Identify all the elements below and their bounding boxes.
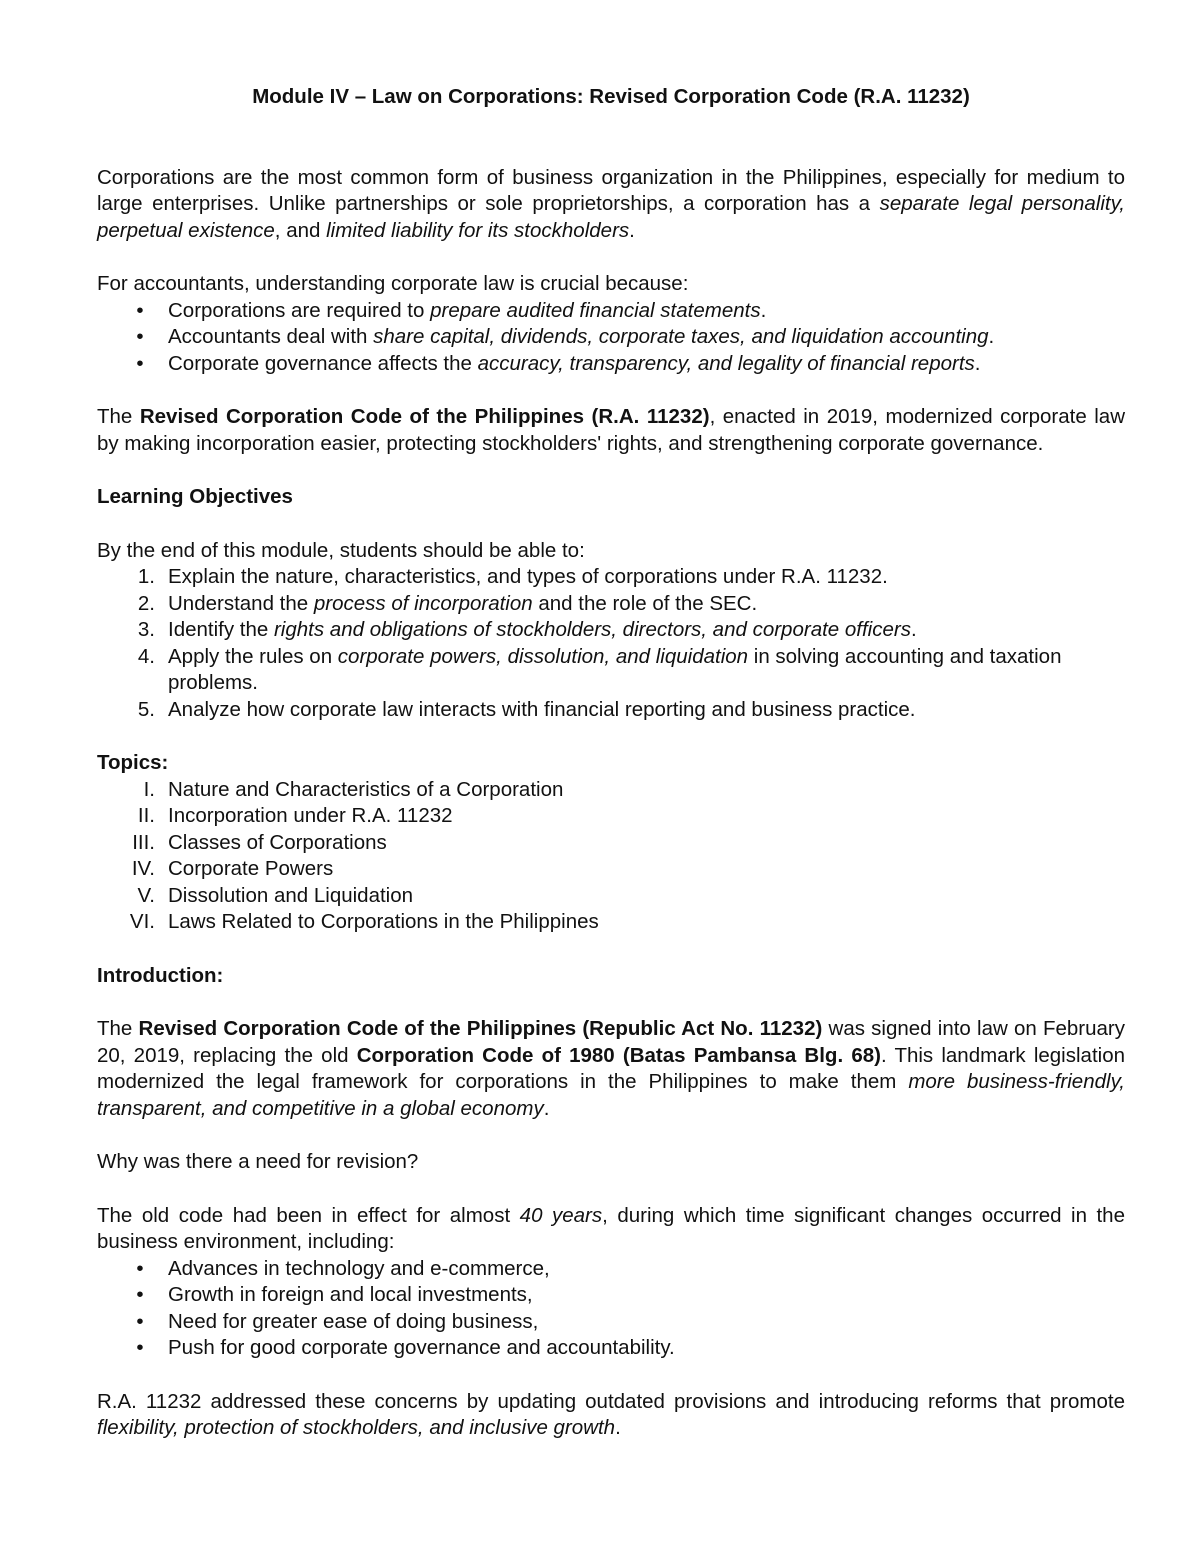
paragraph-text: , during which time significant changes occurred in the business environment, including: [97, 1203, 1125, 1253]
list-marker: 5. [137, 697, 155, 721]
list-item [97, 617, 1125, 644]
list-item-text: Analyze how corporate law interacts with financial reporting and business practice. [168, 697, 916, 721]
topics-list [97, 777, 1125, 936]
list-marker: 4. [137, 644, 155, 668]
list-item [97, 830, 1125, 857]
learning-objectives-heading: Learning Objectives [97, 485, 293, 508]
list-item-text: Identify the [168, 618, 274, 641]
list-item-text: Need for greater ease of doing business, [168, 1309, 539, 1333]
intro-paragraph [97, 165, 1125, 245]
list-item-text: Classes of Corporations [168, 830, 387, 854]
list-marker: 3. [137, 618, 155, 641]
changes-bullet-list [97, 1256, 1125, 1362]
bullet-icon: • [136, 1336, 144, 1359]
intro-emphasis-2: limited liability for its stockholders [326, 218, 630, 242]
list-item [97, 591, 1125, 618]
bullet-icon: • [136, 1309, 144, 1333]
intro-emphasis-1: separate legal personality, perpetual existence [97, 192, 1125, 242]
list-item [97, 1309, 1125, 1336]
list-marker: IV. [131, 857, 155, 880]
list-item-tail: . [760, 298, 767, 322]
list-marker: 1. [137, 565, 155, 588]
list-item-emphasis: share capital, dividends, corporate taxes, and liquidation accounting [373, 325, 989, 348]
paragraph-strong: Revised Corporation Code of the Philippines (Republic Act No. 11232) [138, 1017, 823, 1040]
list-item [97, 803, 1125, 830]
paragraph-text: was signed into law on February 20, 2019, replacing the old [97, 1017, 1126, 1067]
revised-code-paragraph [97, 404, 1125, 457]
list-item-tail: in solving accounting and taxation problems. [168, 644, 1062, 694]
introduction-heading: Introduction: [97, 963, 224, 987]
list-item [97, 909, 1125, 936]
list-item [97, 1335, 1125, 1362]
list-marker: I. [143, 777, 155, 801]
list-item-tail: and the role of the SEC. [532, 591, 758, 615]
list-item-text: Dissolution and Liquidation [168, 883, 414, 907]
list-marker: V. [137, 883, 155, 907]
list-item-tail: . [974, 351, 981, 375]
list-item [97, 298, 1125, 325]
intro-text-1: Corporations are the most common form of business organization in the Philippines, especially for medium to large enterprises. Unlike partnerships or sole proprietorships, a corporation has a [97, 165, 1125, 215]
paragraph-text: . [615, 1416, 621, 1439]
list-marker: III. [132, 830, 155, 854]
paragraph-text: . [543, 1096, 550, 1120]
list-item-text: Advances in technology and e-commerce, [168, 1256, 550, 1280]
revision-question: Why was there a need for revision? [97, 1150, 419, 1173]
list-item [97, 564, 1125, 591]
bullet-icon: • [136, 298, 144, 322]
bullet-icon: • [136, 351, 144, 375]
list-item [97, 1282, 1125, 1309]
paragraph-emphasis: more business-friendly, transparent, and competitive in a global economy [97, 1070, 1125, 1120]
paragraph-emphasis: 40 years [519, 1203, 603, 1227]
list-marker: VI. [129, 910, 155, 933]
paragraph-emphasis: flexibility, protection of stockholders, and inclusive growth [97, 1416, 616, 1439]
list-item [97, 324, 1125, 351]
list-item-emphasis: accuracy, transparency, and legality of financial reports [477, 351, 975, 375]
introduction-paragraph-1 [97, 1016, 1125, 1122]
list-item-emphasis: prepare audited financial statements [430, 298, 761, 322]
paragraph-strong: Corporation Code of 1980 (Batas Pambansa Blg. 68) [356, 1043, 881, 1067]
list-item-emphasis: corporate powers, dissolution, and liquidation [337, 644, 749, 668]
list-item-emphasis: process of incorporation [313, 591, 533, 615]
bullet-icon: • [136, 1256, 144, 1280]
list-item-text: Corporate Powers [168, 857, 334, 880]
list-item-text: Accountants deal with [168, 325, 374, 348]
intro-text-2: , and [274, 218, 327, 242]
accountants-lead: For accountants, understanding corporate law is crucial because: [97, 272, 689, 295]
list-item [97, 697, 1125, 724]
topics-heading: Topics: [97, 751, 169, 774]
learning-objectives-lead: By the end of this module, students should be able to: [97, 538, 585, 562]
list-item [97, 856, 1125, 883]
bullet-icon: • [136, 325, 144, 348]
list-item-text: Incorporation under R.A. 11232 [168, 804, 453, 827]
list-item [97, 351, 1125, 378]
paragraph-strong: Revised Corporation Code of the Philippines (R.A. 11232) [139, 405, 710, 428]
paragraph-text: . This landmark legislation modernized the legal framework for corporations in the Philippines to make them [97, 1043, 1125, 1093]
learning-objectives-list [97, 564, 1125, 723]
list-item-text: Explain the nature, characteristics, and types of corporations under R.A. 11232. [168, 565, 888, 588]
list-item [97, 777, 1125, 804]
list-item-tail: . [988, 325, 995, 348]
introduction-paragraph-2 [97, 1203, 1125, 1256]
list-item-tail: . [910, 618, 917, 641]
list-item [97, 883, 1125, 910]
list-marker: 2. [137, 591, 155, 615]
list-item-text: Corporations are required to [168, 298, 431, 322]
document-page [97, 84, 1125, 1442]
list-item-text: Laws Related to Corporations in the Philippines [168, 910, 599, 933]
accountants-bullet-list [97, 298, 1125, 378]
list-item-text: Corporate governance affects the [168, 351, 478, 375]
paragraph-text: The [97, 405, 140, 428]
introduction-paragraph-3 [97, 1389, 1125, 1442]
list-item-text: Apply the rules on [168, 644, 338, 668]
intro-text-3: . [629, 218, 635, 242]
list-item [97, 644, 1125, 697]
list-item-text: Nature and Characteristics of a Corporation [168, 777, 564, 801]
paragraph-text: The [97, 1017, 139, 1040]
bullet-icon: • [136, 1283, 144, 1306]
module-title: Module IV – Law on Corporations: Revised Corporation Code (R.A. 11232) [252, 85, 970, 108]
paragraph-text: , enacted in 2019, modernized corporate law by making incorporation easier, protecting stockholders' rights, and strengthening corporate governance. [97, 405, 1125, 455]
list-item [97, 1256, 1125, 1283]
list-item-emphasis: rights and obligations of stockholders, directors, and corporate officers [273, 618, 911, 641]
list-marker: II. [137, 804, 155, 827]
paragraph-text: The old code had been in effect for almost [97, 1203, 520, 1227]
list-item-text: Understand the [168, 591, 314, 615]
list-item-text: Push for good corporate governance and accountability. [168, 1336, 675, 1359]
list-item-text: Growth in foreign and local investments, [168, 1283, 533, 1306]
paragraph-text: R.A. 11232 addressed these concerns by updating outdated provisions and introducing reforms that promote [97, 1389, 1125, 1413]
